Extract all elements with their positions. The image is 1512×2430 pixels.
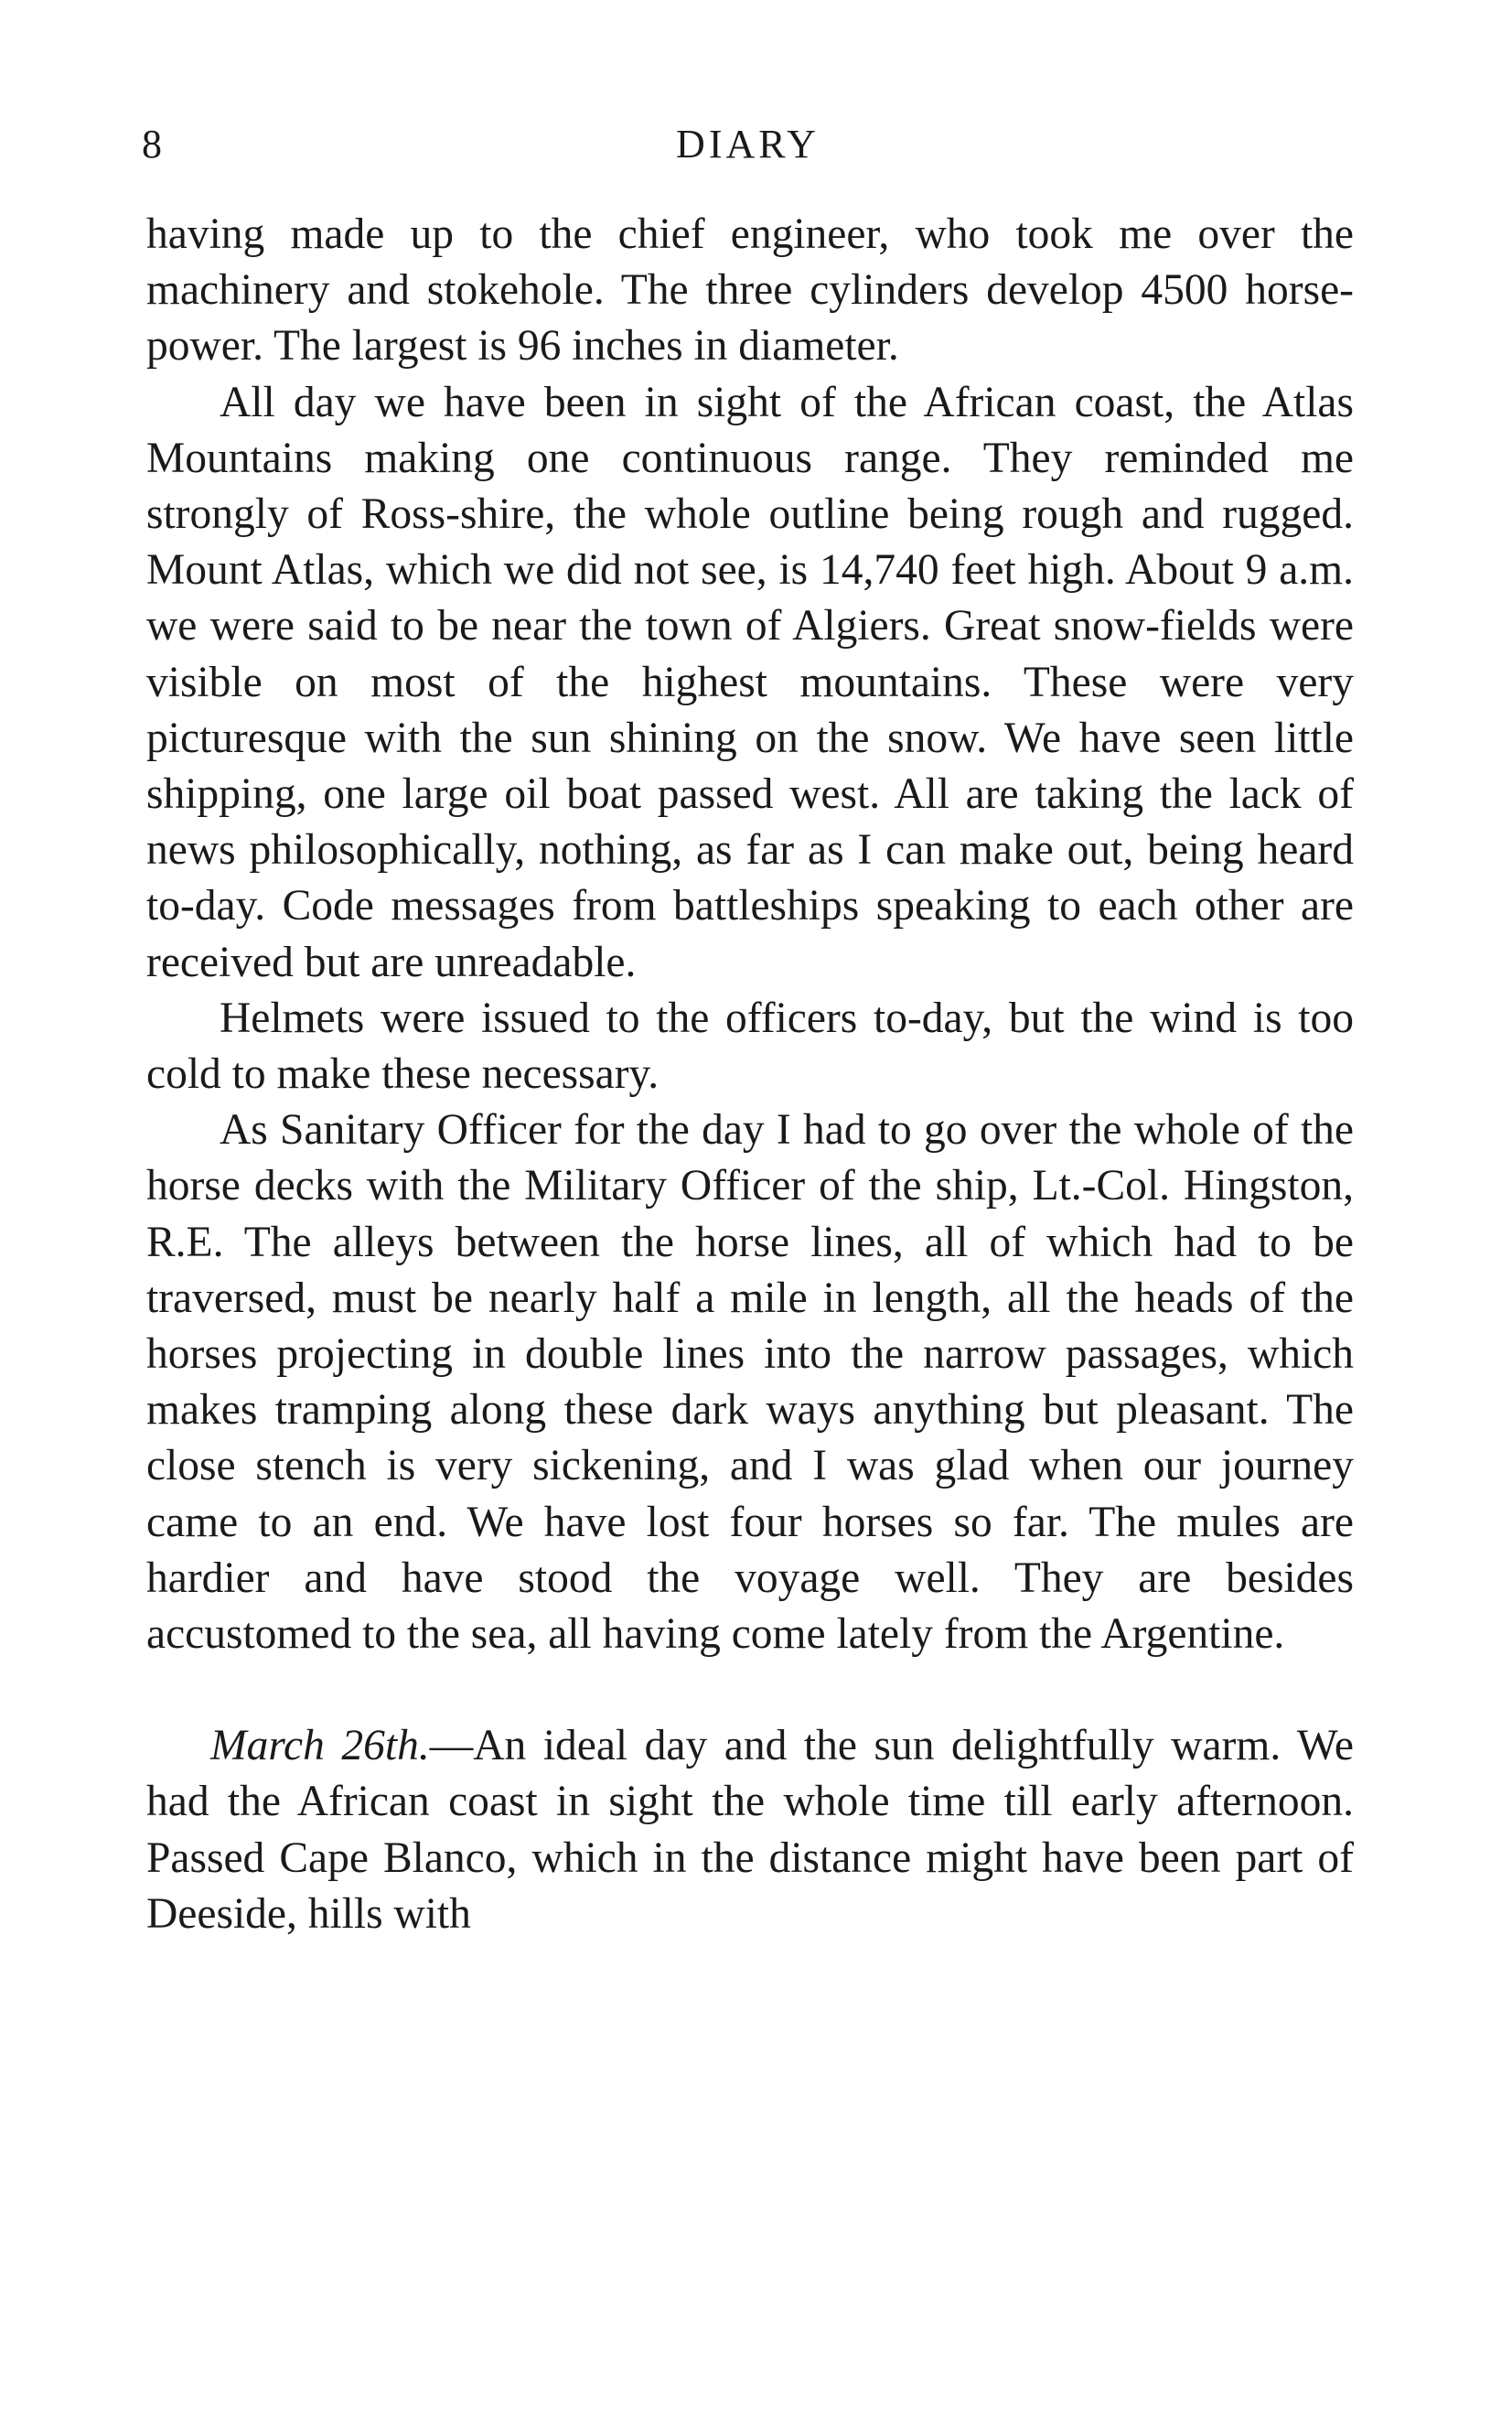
paragraph-sanitary-officer: As Sanitary Officer for the day I had to go over the whole of the horse decks with the Military Officer of the ship, Lt.-Col. Hingston, R.E. The alleys between the horse lines, all of which had to be traversed, must be nearly half a mile in length, all the heads of the horses projecting in double lines into the narrow passages, which makes tramping along these dark ways anything but pleasant. The close stench is very sickening, and I was glad when our journey came to an end. We have lost four horses so far. The mules are hardier and have stood the voyage well. They are besides accustomed to the sea, all having come lately from the Argentine. [146, 1106, 1354, 1659]
running-head [142, 117, 1354, 172]
paragraph-helmets: Helmets were issued to the officers to-day, but the wind is too cold to make these necessary. [146, 994, 1354, 1099]
entry-text: —An ideal day and the sun delightfully warm. We had the African coast in sight the whole time till early afternoon. Passed Cape Blanco, which in the distance might have been part of Deeside, hills with [146, 1722, 1354, 1938]
diary-entry-march-26 [146, 1718, 1354, 1942]
page-number: 8 [142, 122, 162, 167]
paragraph-atlas-mountains: All day we have been in sight of the African coast, the Atlas Mountains making one continuous range. They reminded me strongly of Ross-shire, the whole outline being rough and rugged. Mount Atlas, which we did not see, is 14,740 feet high. About 9 a.m. we were said to be near the town of Algiers. Great snow-fields were visible on most of the highest mountains. These were very picturesque with the sun shining on the snow. We have seen little shipping, one large oil boat passed west. All are taking the lack of news philosophically, nothing, as far as I can make out, being heard to-day. Code messages from battleships speaking to each other are received but are unreadable. [146, 378, 1354, 986]
paragraph-continued: having made up to the chief engineer, who took me over the machinery and stokehole. The three cylinders develop 4500 horse-power. The largest is 96 inches in diameter. [146, 210, 1354, 371]
entry-date: March 26th. [210, 1722, 430, 1770]
running-title: DIARY [676, 122, 820, 167]
body-text [146, 207, 1354, 1942]
